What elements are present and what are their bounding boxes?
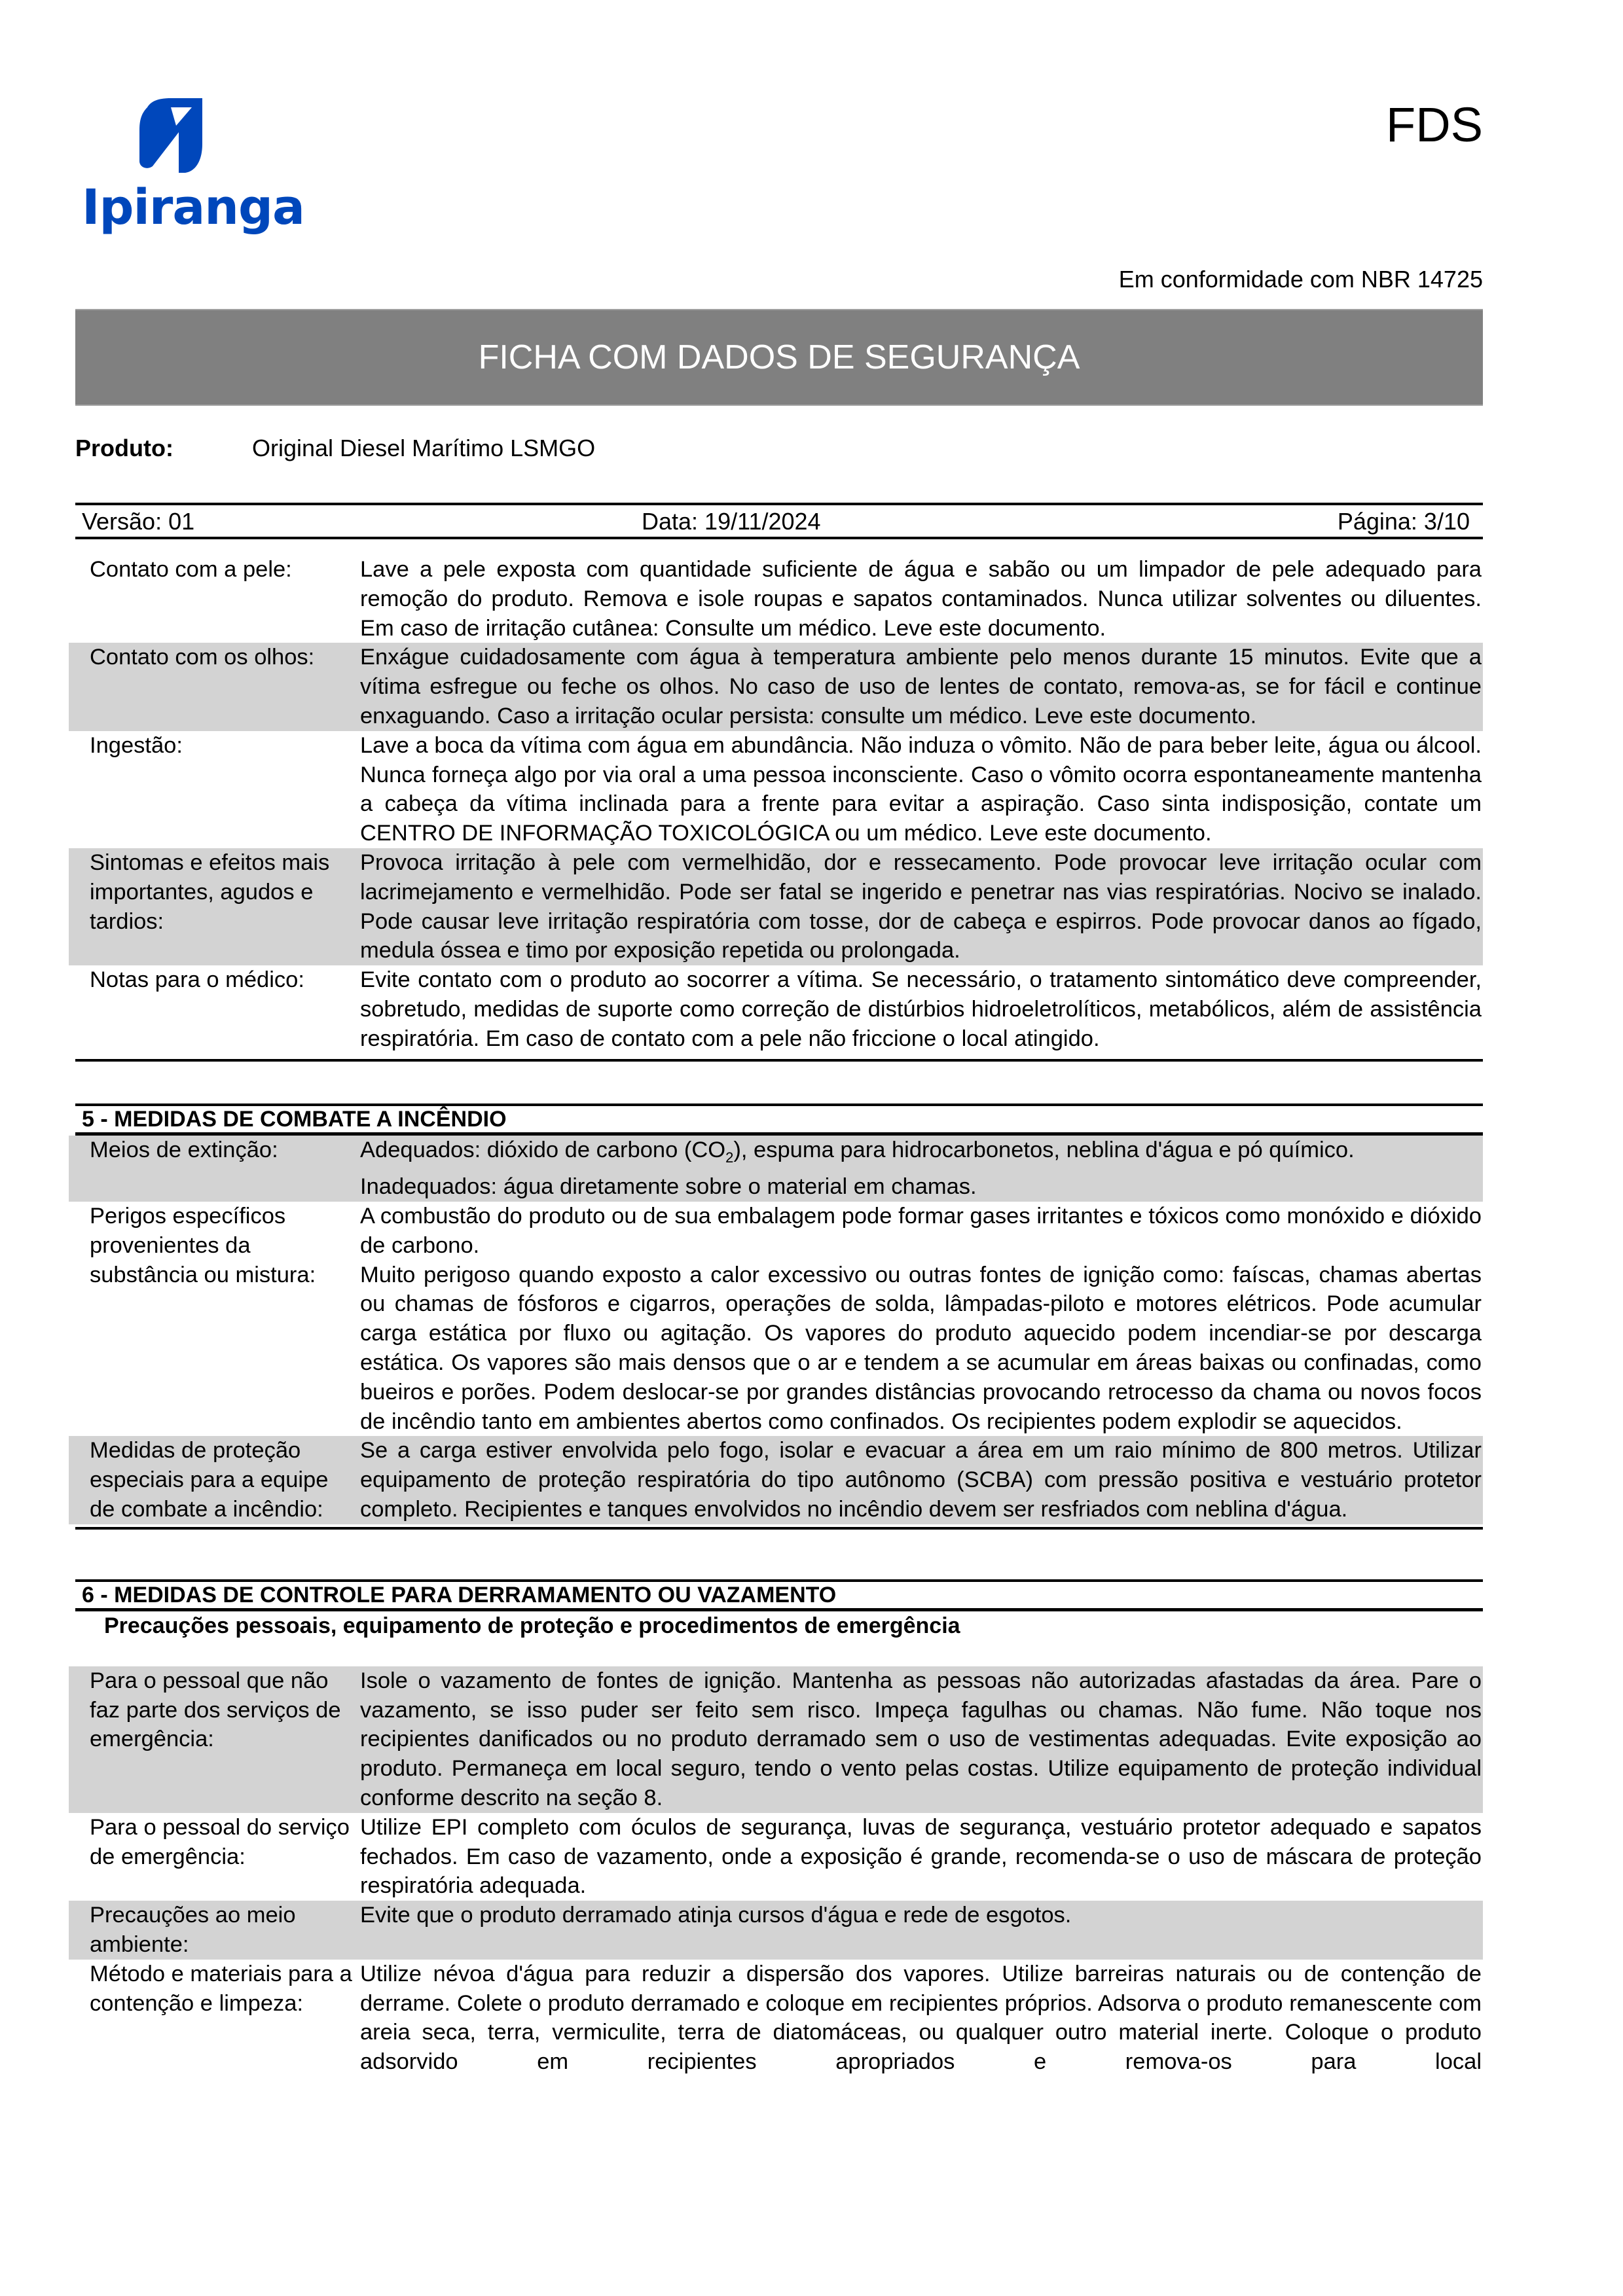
table-row — [69, 1960, 1483, 2077]
ipiranga-logo-mark-icon — [139, 98, 205, 175]
row-label: Meios de extinção: — [90, 1137, 278, 1162]
table-row — [69, 731, 1483, 848]
row-text: Utilize névoa d'água para reduzir a dispersão dos vapores. Utilize barreiras naturais ou de contenção de derrame. Colete o produto derramado e coloque em recipientes próprios. Adsorva o produto remanescente com areia seca, terra, vermiculite, terra de diatomáceas, ou qualquer outro material inerte. Coloque o produto adsorvido em recipientes apropriados e remova-os para local — [360, 1961, 1482, 2075]
row-text: Lave a boca da vítima com água em abundância. Não induza o vômito. Não de para beber leite, água ou álcool. Nunca forneça algo por via oral a uma pessoa inconsciente. Caso o vômito ocorra espontaneamente mantenha a cabeça da vítima inclinada para a frente para evitar a aspiração. Caso sinta indisposição, contate um CENTRO DE INFORMAÇÃO TOXICOLÓGICA ou um médico. Leve este documento. — [360, 732, 1482, 846]
title-banner — [75, 309, 1483, 406]
brand-name: Ipiranga — [82, 179, 304, 236]
table-row — [69, 965, 1483, 1053]
section-5-title: 5 - MEDIDAS DE COMBATE A INCÊNDIO — [75, 1103, 1483, 1136]
product-label: Produto: — [75, 435, 173, 461]
table-row — [69, 1202, 1483, 1436]
row-text: Adequados: dióxido de carbono $(CO_2)$, espuma para hidrocarbonetos, neblina d'água e pó químico. Inadequados: água diretamente sobre o material em chamas. — [360, 1137, 1355, 1200]
conformity-note: Em conformidade com NBR 14725 — [1118, 266, 1483, 293]
row-label: Contato com a pele: — [90, 557, 292, 582]
row-label: Método e materiais para a contenção e limpeza: — [90, 1961, 352, 2016]
page-number: Página: 3/10 — [1337, 508, 1470, 535]
table-row — [69, 643, 1483, 730]
table-row — [69, 555, 1483, 643]
row-label: Ingestão: — [90, 732, 183, 758]
date: Data: 19/11/2024 — [642, 508, 821, 535]
version: Versão: 01 — [82, 508, 195, 535]
row-label: Notas para o médico: — [90, 967, 304, 993]
row-text: A combustão do produto ou de sua embalagem pode formar gases irritantes e tóxicos como monóxido e dióxido de carbono. Muito perigoso quando exposto a calor excessivo ou outras fontes de ignição como: faíscas, chamas abertas ou chamas de fósforos e cigarros, operações de solda, lâmpadas-piloto e motores elétricos. Pode acumular carga estática por fluxo ou agitação. Os vapores do produto aquecido podem incendiar-se por descarga estática. Os vapores são mais densos que o ar e tendem a se acumular em áreas baixas ou confinadas, como bueiros e porões. Podem deslocar-se por grandes distâncias provocando retrocesso da chama ou novos focos de incêndio tanto em ambientes abertos como confinados. Os recipientes podem explodir se aquecidos. — [360, 1204, 1482, 1434]
table-row — [69, 1136, 1483, 1202]
table-row — [69, 1901, 1483, 1960]
section-4-table — [69, 555, 1483, 1062]
row-text: Se a carga estiver envolvida pelo fogo, isolar e evacuar a área em um raio mínimo de 800 metros. Utilizar equipamento de proteção respiratória do tipo autônomo (SCBA) com pressão positiva e vestuário protetor completo. Recipientes e tanques envolvidos no incêndio devem ser resfriados com neblina d'água. — [360, 1438, 1482, 1522]
document-title: FICHA COM DADOS DE SEGURANÇA — [478, 338, 1080, 376]
table-row — [69, 848, 1483, 965]
table-row — [69, 1436, 1483, 1524]
section-6-title: 6 - MEDIDAS DE CONTROLE PARA DERRAMAMENTO OU VAZAMENTO — [75, 1579, 1483, 1611]
document-meta-bar — [75, 503, 1483, 539]
document-code: FDS — [1386, 98, 1483, 152]
table-row — [69, 1666, 1483, 1813]
row-text: Utilize EPI completo com óculos de segurança, luvas de segurança, vestuário protetor adequado e sapatos fechados. Em caso de vazamento, onde a exposição é grande, recomenda-se o uso de máscara de proteção respiratória adequada. — [360, 1814, 1482, 1899]
row-text: Provoca irritação à pele com vermelhidão, dor e ressecamento. Pode provocar leve irritação ocular com lacrimejamento e vermelhidão. Pode ser fatal se ingerido e penetrar nas vias respiratórias. Nocivo se inalado. Pode causar leve irritação respiratória com tosse, dor de cabeça e espirros. Pode provocar danos ao fígado, medula óssea e timo por exposição repetida ou prolongada. — [360, 850, 1482, 963]
row-text: Enxágue cuidadosamente com água à temperatura ambiente pelo menos durante 15 minutos. Evite que a vítima esfregue ou feche os olhos. No caso de uso de lentes de contato, remova-as, se for fácil e continue enxaguando. Caso a irritação ocular persista: consulte um médico. Leve este documento. — [360, 645, 1482, 728]
section-6-subtitle: Precauções pessoais, equipamento de proteção e procedimentos de emergência — [104, 1613, 960, 1638]
row-label: Para o pessoal que não faz parte dos serviços de emergência: — [90, 1668, 341, 1752]
row-text: Evite que o produto derramado atinja cursos d'água e rede de esgotos. — [360, 1903, 1072, 1928]
row-label: Sintomas e efeitos mais importantes, agudos e tardios: — [90, 850, 330, 934]
product-value: Original Diesel Marítimo LSMGO — [252, 435, 596, 461]
row-label: Precauções ao meio ambiente: — [90, 1903, 296, 1957]
row-label: Perigos específicos provenientes da substância ou mistura: — [90, 1204, 316, 1287]
section-6 — [75, 1579, 1483, 2077]
row-label: Contato com os olhos: — [90, 645, 315, 670]
ipiranga-logo — [82, 98, 304, 242]
table-row — [69, 1813, 1483, 1901]
row-label: Para o pessoal do serviço de emergência: — [90, 1814, 350, 1869]
section-5 — [75, 1103, 1483, 1530]
row-text: Evite contato com o produto ao socorrer a vítima. Se necessário, o tratamento sintomático deve compreender, sobretudo, medidas de suporte como correção de distúrbios hidroeletrolíticos, metabólicos, além de assistência respiratória. Em caso de contato com a pele não friccione o local atingido. — [360, 967, 1482, 1051]
row-text: Isole o vazamento de fontes de ignição. Mantenha as pessoas não autorizadas afastadas da área. Pare o vazamento, se isso puder ser feito sem risco. Impeça fagulhas ou chamas. Não fume. Não toque nos recipientes danificados ou no produto derramado sem o uso de vestimentas adequadas. Evite exposição ao produto. Permaneça em local seguro, tendo o vento pelas costas. Utilize equipamento de proteção individual conforme descrito na seção 8. — [360, 1668, 1482, 1810]
row-label: Medidas de proteção especiais para a equipe de combate a incêndio: — [90, 1438, 329, 1522]
row-text: Lave a pele exposta com quantidade suficiente de água e sabão ou um limpador de pele adequado para remoção do produto. Remova e isole roupas e sapatos contaminados. Nunca utilizar solventes ou diluentes. Em caso de irritação cutânea: Consulte um médico. Leve este documento. — [360, 557, 1482, 641]
document-body — [69, 555, 1483, 2077]
